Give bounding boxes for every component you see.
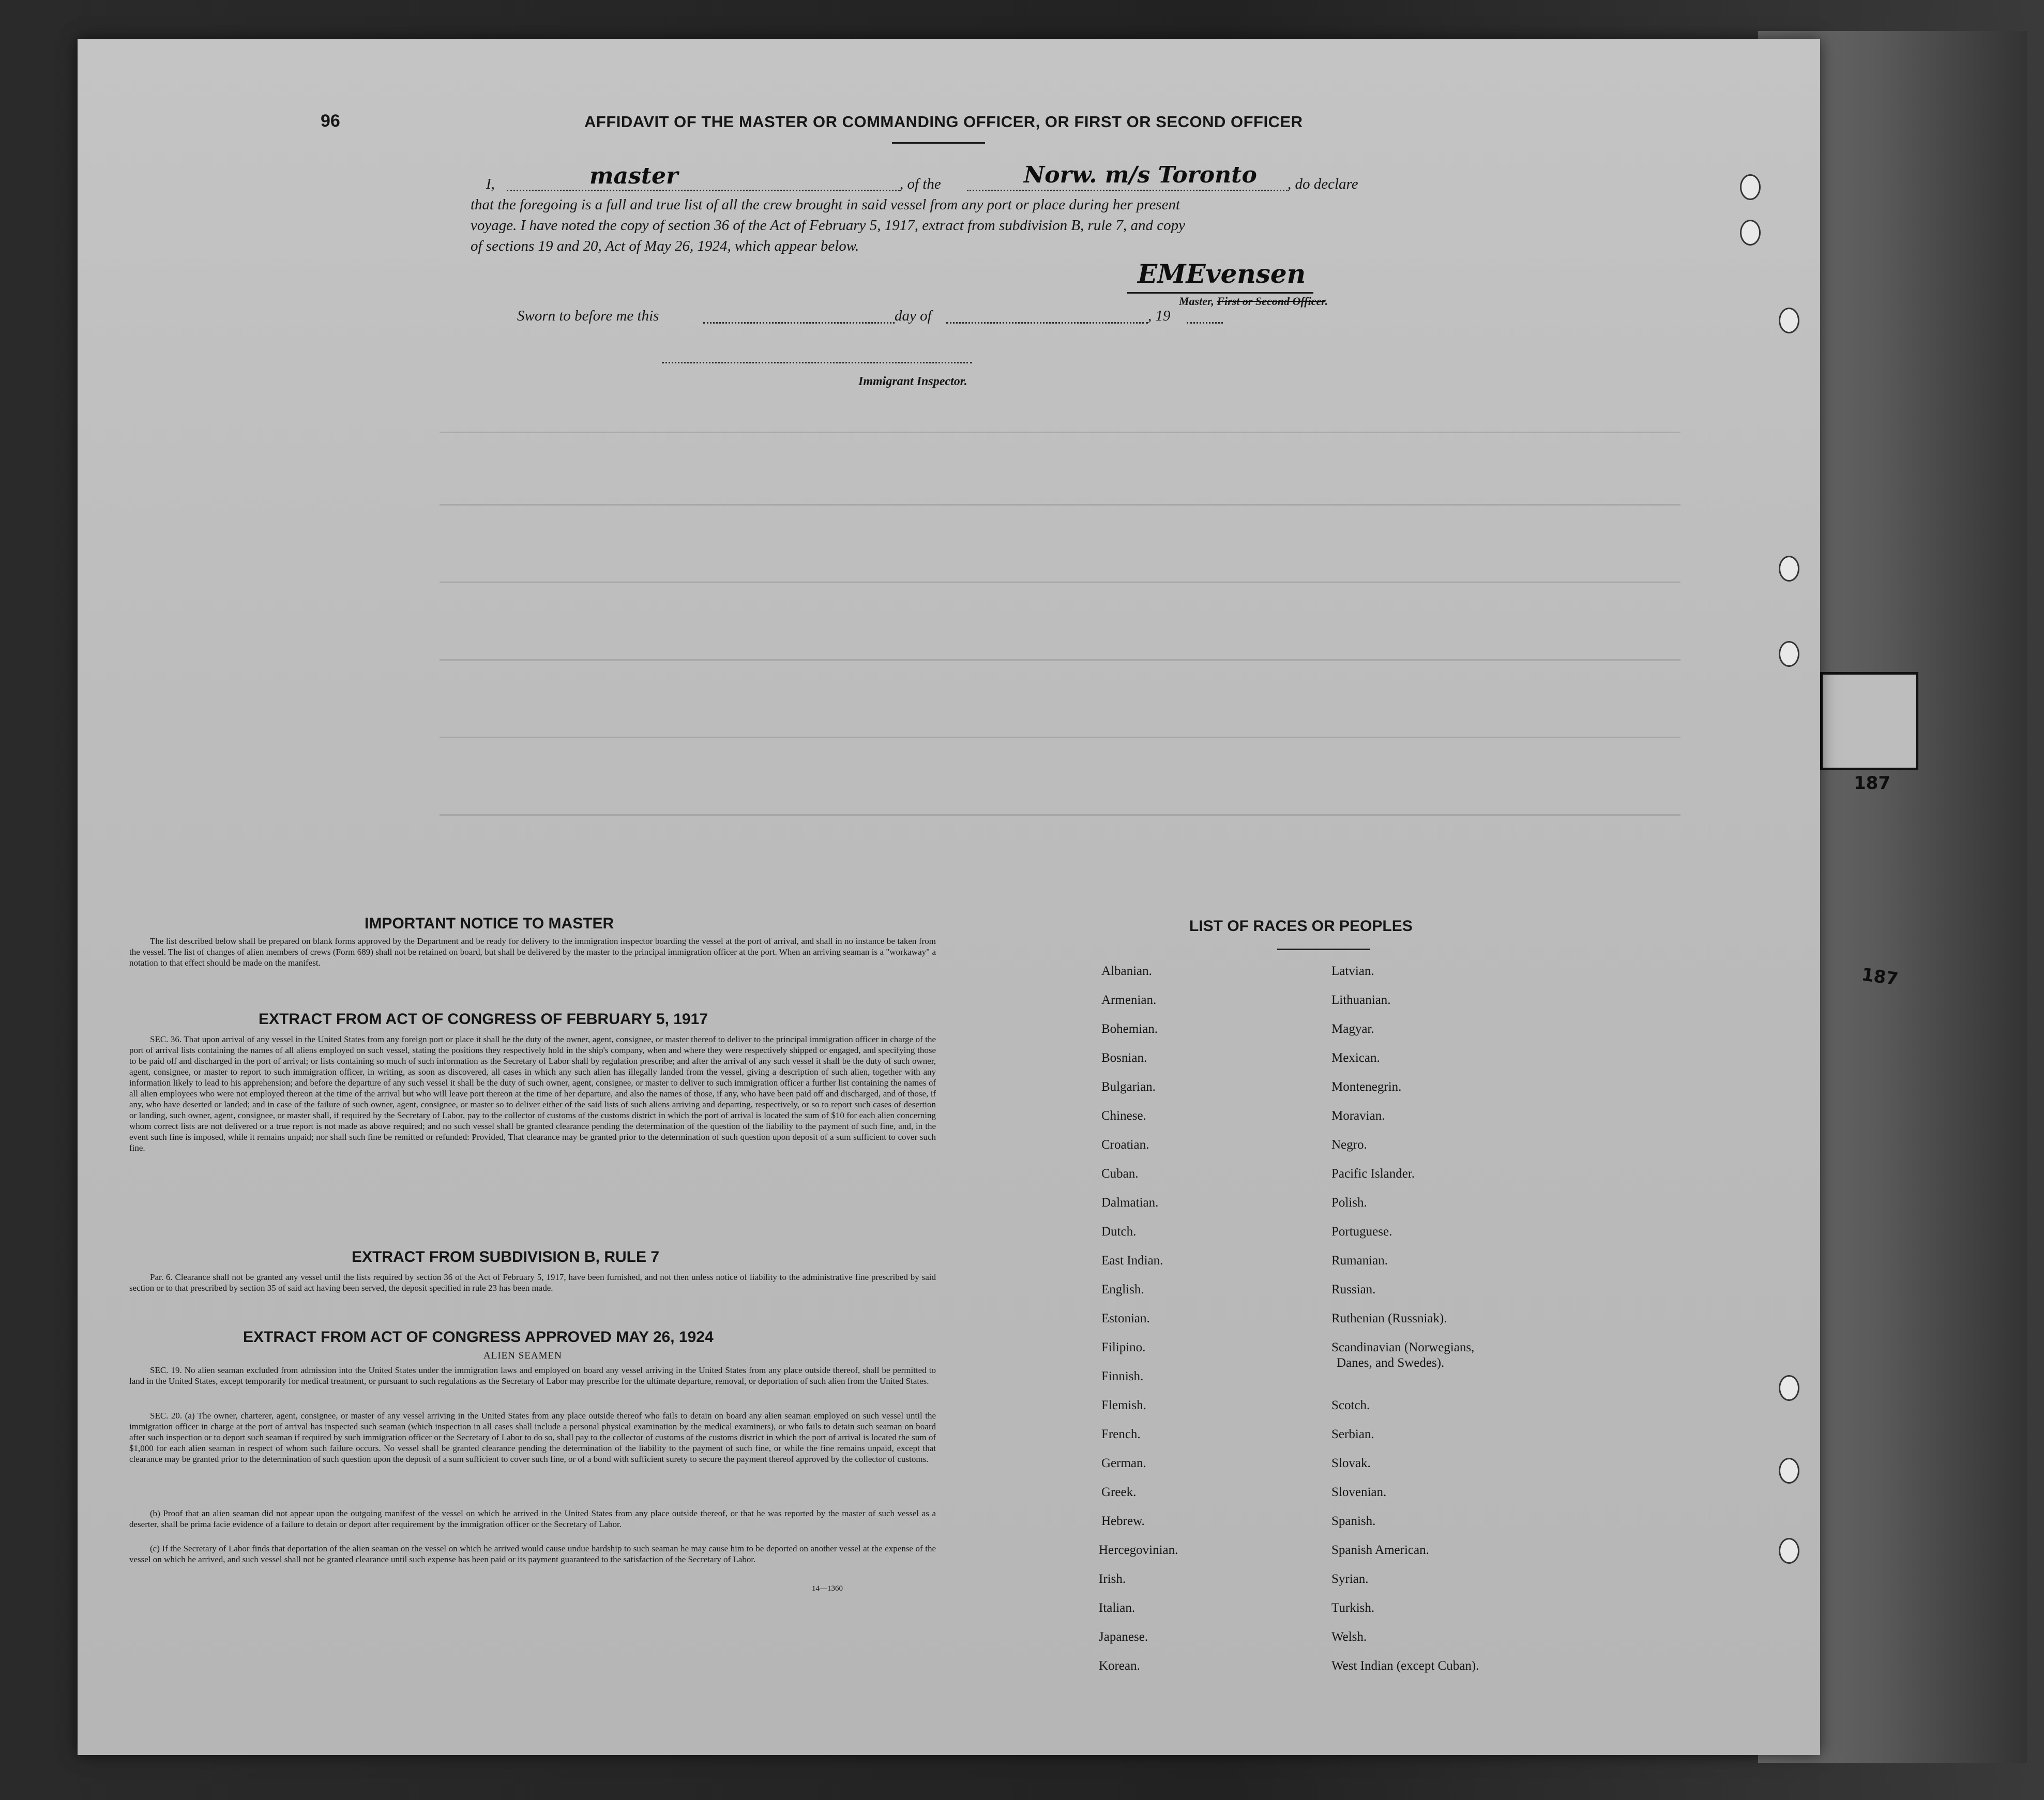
race-item: Lithuanian.: [1331, 993, 1391, 1007]
race-item: Moravian.: [1331, 1109, 1385, 1123]
race-item: Chinese.: [1101, 1109, 1146, 1123]
race-item: French.: [1101, 1427, 1141, 1441]
race-item: Scotch.: [1331, 1398, 1370, 1412]
affidavit-line-3: voyage. I have noted the copy of section 36 of the Act of February 5, 1917, extract from subdivision B, rule 7, and copy: [471, 217, 1186, 234]
race-item: Armenian.: [1101, 993, 1157, 1007]
sworn-label: Sworn to before me this: [517, 308, 659, 324]
inspector-label: Immigrant Inspector.: [858, 375, 967, 388]
title-rule: [892, 142, 985, 144]
race-item: Cuban.: [1101, 1167, 1139, 1181]
races-title: LIST OF RACES OR PEOPLES: [1189, 918, 1413, 935]
race-item: Portuguese.: [1331, 1225, 1392, 1239]
signature-line: [1127, 292, 1313, 294]
rank-handwritten: master: [589, 163, 678, 189]
race-item: Croatian.: [1101, 1138, 1149, 1152]
extract-rule7-body: Par. 6. Clearance shall not be granted any vessel until the lists required by section 36 of the Act of February 5, 1917, have been furnished, and not then unless notice of liability to the administrative fine prescribed by said section or to that prescribed by section 35 of said act having been served, the deposit specified in rule 23 has been made.: [129, 1272, 936, 1293]
binder-hole: [1779, 1375, 1799, 1401]
race-item: Finnish.: [1101, 1369, 1144, 1383]
binder-hole: [1779, 641, 1799, 667]
race-item: Mexican.: [1331, 1051, 1380, 1065]
document-page: [78, 39, 1820, 1755]
binder-hole: [1779, 556, 1799, 582]
affidavit-line-4: of sections 19 and 20, Act of May 26, 1924, which appear below.: [471, 238, 859, 254]
race-item: Scandinavian (Norwegians,: [1331, 1340, 1475, 1354]
race-item: Pacific Islander.: [1331, 1167, 1415, 1181]
signature-caption: Master, First or Second Officer.: [1179, 295, 1328, 308]
affidavit-do-declare: , do declare: [1288, 176, 1358, 192]
inspector-signature-line: [662, 362, 972, 363]
race-item: Welsh.: [1331, 1630, 1367, 1644]
race-item: Albanian.: [1101, 964, 1152, 978]
race-item: Turkish.: [1331, 1601, 1375, 1615]
index-tab: [1820, 672, 1918, 770]
extract-1924-sec20c: (c) If the Secretary of Labor finds that deportation of the alien seaman on the vessel on which he arrived would cause undue hardship to such seaman he may cause him to be deported on another vessel at the expense of the vessel on which he arrived, and such vessel shall not be granted clearance until such expense has been paid or its payment guaranteed to the satisfaction of the Secretary of Labor.: [129, 1544, 936, 1564]
race-item: Filipino.: [1101, 1340, 1146, 1354]
sworn-year-line: [1187, 322, 1223, 324]
race-item: Syrian.: [1331, 1572, 1369, 1586]
race-item: Latvian.: [1331, 964, 1374, 978]
extract-rule7-title: EXTRACT FROM SUBDIVISION B, RULE 7: [352, 1248, 660, 1265]
binder-hole: [1779, 1538, 1799, 1564]
extract-1924-sec20a: SEC. 20. (a) The owner, charterer, agent, consignee, or master of any vessel arriving in the United States from any place outside thereof who fails to detain on board any alien seaman employed on such vessel until the immigration officer in charge at the port of arrival has inspected such seaman (which inspection in all cases shall include a personal physical examination by the medical examiners), or who fails to detain such seaman on board after such inspection or to deport such seaman if required by such immigration officer or the Secretary of Labor to do so, shall pay to the collector of customs of the customs district in which the port of arrival is located the sum of $1,000 for each alien seaman in respect of whom such failure occurs. No vessel shall be granted clearance pending the determination of the liability to the payment of such fine, or while the fine remains unpaid, except that clearance may be granted prior to the determination of such question upon the deposit of a sum sufficient to cover such fine, or of a bond with sufficient surety to secure the payment thereof approved by the collector of customs.: [129, 1411, 936, 1464]
race-item: German.: [1101, 1456, 1146, 1470]
master-signature: EMEvensen: [1138, 258, 1306, 289]
binder-hole: [1740, 174, 1761, 200]
affidavit-i-label: I,: [486, 176, 495, 192]
sworn-day-line: [703, 322, 895, 324]
race-item: Russian.: [1331, 1283, 1376, 1296]
extract-1924-subtitle: ALIEN SEAMEN: [483, 1350, 562, 1361]
race-item: English.: [1101, 1283, 1144, 1296]
margin-number-upper: 187: [1854, 773, 1890, 794]
margin-number-lower: 187: [1860, 964, 1900, 990]
race-item: Serbian.: [1331, 1427, 1374, 1441]
race-item: Dutch.: [1101, 1225, 1137, 1239]
binder-hole: [1779, 308, 1799, 333]
sworn-day-of: day of: [895, 308, 932, 324]
notice-body: The list described below shall be prepared on blank forms approved by the Department and be ready for delivery to the immigration inspector boarding the vessel at the port of arrival, and shall in no instance be taken from the vessel. The list of changes of alien members of crews (Form 689) shall not be retained on board, but shall be delivered by the master to the principal immigration officer at the port. When an arriving seaman is a "workaway" a notation to that effect should be made on the manifest.: [129, 936, 936, 968]
race-item: Montenegrin.: [1331, 1080, 1402, 1094]
race-item: Polish.: [1331, 1196, 1367, 1210]
extract-1924-title: EXTRACT FROM ACT OF CONGRESS APPROVED MAY 26, 1924: [243, 1329, 714, 1346]
binder-hole: [1779, 1458, 1799, 1484]
race-item: Irish.: [1099, 1572, 1126, 1586]
race-item: Bulgarian.: [1101, 1080, 1156, 1094]
race-item: Italian.: [1099, 1601, 1135, 1615]
race-item: Magyar.: [1331, 1022, 1374, 1036]
race-item: Negro.: [1331, 1138, 1367, 1152]
race-item: Spanish.: [1331, 1514, 1376, 1528]
notice-title: IMPORTANT NOTICE TO MASTER: [365, 915, 614, 932]
extract-1924-sec20b: (b) Proof that an alien seaman did not appear upon the outgoing manifest of the vessel on which he arrived in the United States from any place outside thereof, or that he was reported by the master of such vessel as a deserter, shall be prima facie evidence of a failure to detain or deport after requirement by the immigration officer or the Secretary of Labor.: [129, 1508, 936, 1529]
rank-field-line: [507, 190, 900, 191]
race-item: East Indian.: [1101, 1254, 1163, 1268]
page-mark: 96: [321, 111, 340, 131]
race-item: Slovenian.: [1331, 1485, 1387, 1499]
race-item: Flemish.: [1101, 1398, 1146, 1412]
race-item: Hercegovinian.: [1099, 1543, 1178, 1557]
races-title-rule: [1277, 949, 1370, 950]
form-number: 14—1360: [812, 1584, 843, 1593]
extract-1917-title: EXTRACT FROM ACT OF CONGRESS OF FEBRUARY 5, 1917: [259, 1011, 708, 1028]
race-item: Japanese.: [1099, 1630, 1148, 1644]
race-item: Spanish American.: [1331, 1543, 1429, 1557]
race-item: Bohemian.: [1101, 1022, 1158, 1036]
affidavit-title: AFFIDAVIT OF THE MASTER OR COMMANDING OFFICER, OR FIRST OR SECOND OFFICER: [584, 113, 1303, 131]
race-item: Estonian.: [1101, 1311, 1150, 1325]
race-item: Korean.: [1099, 1659, 1140, 1673]
race-item: Slovak.: [1331, 1456, 1371, 1470]
race-item: Hebrew.: [1101, 1514, 1145, 1528]
vessel-field-line: [967, 190, 1288, 191]
vessel-handwritten: Norw. m/s Toronto: [1024, 162, 1257, 188]
race-item: Danes, and Swedes).: [1337, 1356, 1445, 1370]
sworn-month-line: [946, 322, 1148, 324]
affidavit-of-the: , of the: [900, 176, 941, 192]
race-item: West Indian (except Cuban).: [1331, 1659, 1479, 1673]
race-item: Rumanian.: [1331, 1254, 1388, 1268]
race-item: Ruthenian (Russniak).: [1331, 1311, 1447, 1325]
affidavit-line-2: that the foregoing is a full and true list of all the crew brought in said vessel from any port or place during her present: [471, 196, 1180, 213]
extract-1917-body: SEC. 36. That upon arrival of any vessel in the United States from any foreign port or place it shall be the duty of the owner, agent, consignee, or master thereof to deliver to the principal immigration officer in charge of the port of arrival lists containing the names of all aliens employed on such vessel, stating the positions they respectively hold in the ship's company, when and where they were respectively shipped or engaged, and specifying those to be paid off and discharged in the port of arrival; or lists containing so much of such information as the Secretary of Labor shall by regulation prescribe; and after the arrival of any such vessel it shall be the duty of such owner, agent, consignee, or master to report to such immigration officer, in writing, as soon as discovered, all cases in which any such alien has illegally landed from the vessel, giving a description of such alien, together with any information likely to lead to his apprehension; and before the departure of any such vessel it shall be the duty of such owner, agent, consignee, or master to deliver to such immigration officer a further list containing the names of all alien employees who were not employed thereon at the time of the arrival but who will leave port thereon at the time of her departure, and also the names of those, if any, who have been paid off and discharged, and of those, if any, who have deserted or landed; and in case of the failure of such owner, agent, consignee, or master so to deliver either of the said lists of such aliens arriving and departing, respectively, or so to report such cases of desertion or landing, such owner, agent, consignee, or master shall, if required by the Secretary of Labor, pay to the collector of customs of the customs district in which the port of arrival is located the sum of $10 for each alien concerning whom correct lists are not delivered or a true report is not made as above required; and no such vessel shall be granted clearance pending the determination of the question of the liability to the payment of such fine, and, in the event such fine is imposed, while it remains unpaid; nor shall such fine be remitted or refunded: Provided, That clearance may be granted prior to the determination of such question upon deposit of a sum sufficient to cover such fine.: [129, 1034, 936, 1153]
sworn-year-prefix: , 19: [1148, 308, 1171, 324]
race-item: Dalmatian.: [1101, 1196, 1159, 1210]
binder-hole: [1740, 220, 1761, 246]
race-item: Greek.: [1101, 1485, 1137, 1499]
extract-1924-sec19: SEC. 19. No alien seaman excluded from admission into the United States under the immigration laws and employed on board any vessel arriving in the United States from any place outside thereof, shall be permitted to land in the United States, except temporarily for medical treatment, or pursuant to such regulations as the Secretary of Labor may prescribe for the ultimate departure, removal, or deportation of such alien from the United States.: [129, 1365, 936, 1386]
race-item: Bosnian.: [1101, 1051, 1147, 1065]
